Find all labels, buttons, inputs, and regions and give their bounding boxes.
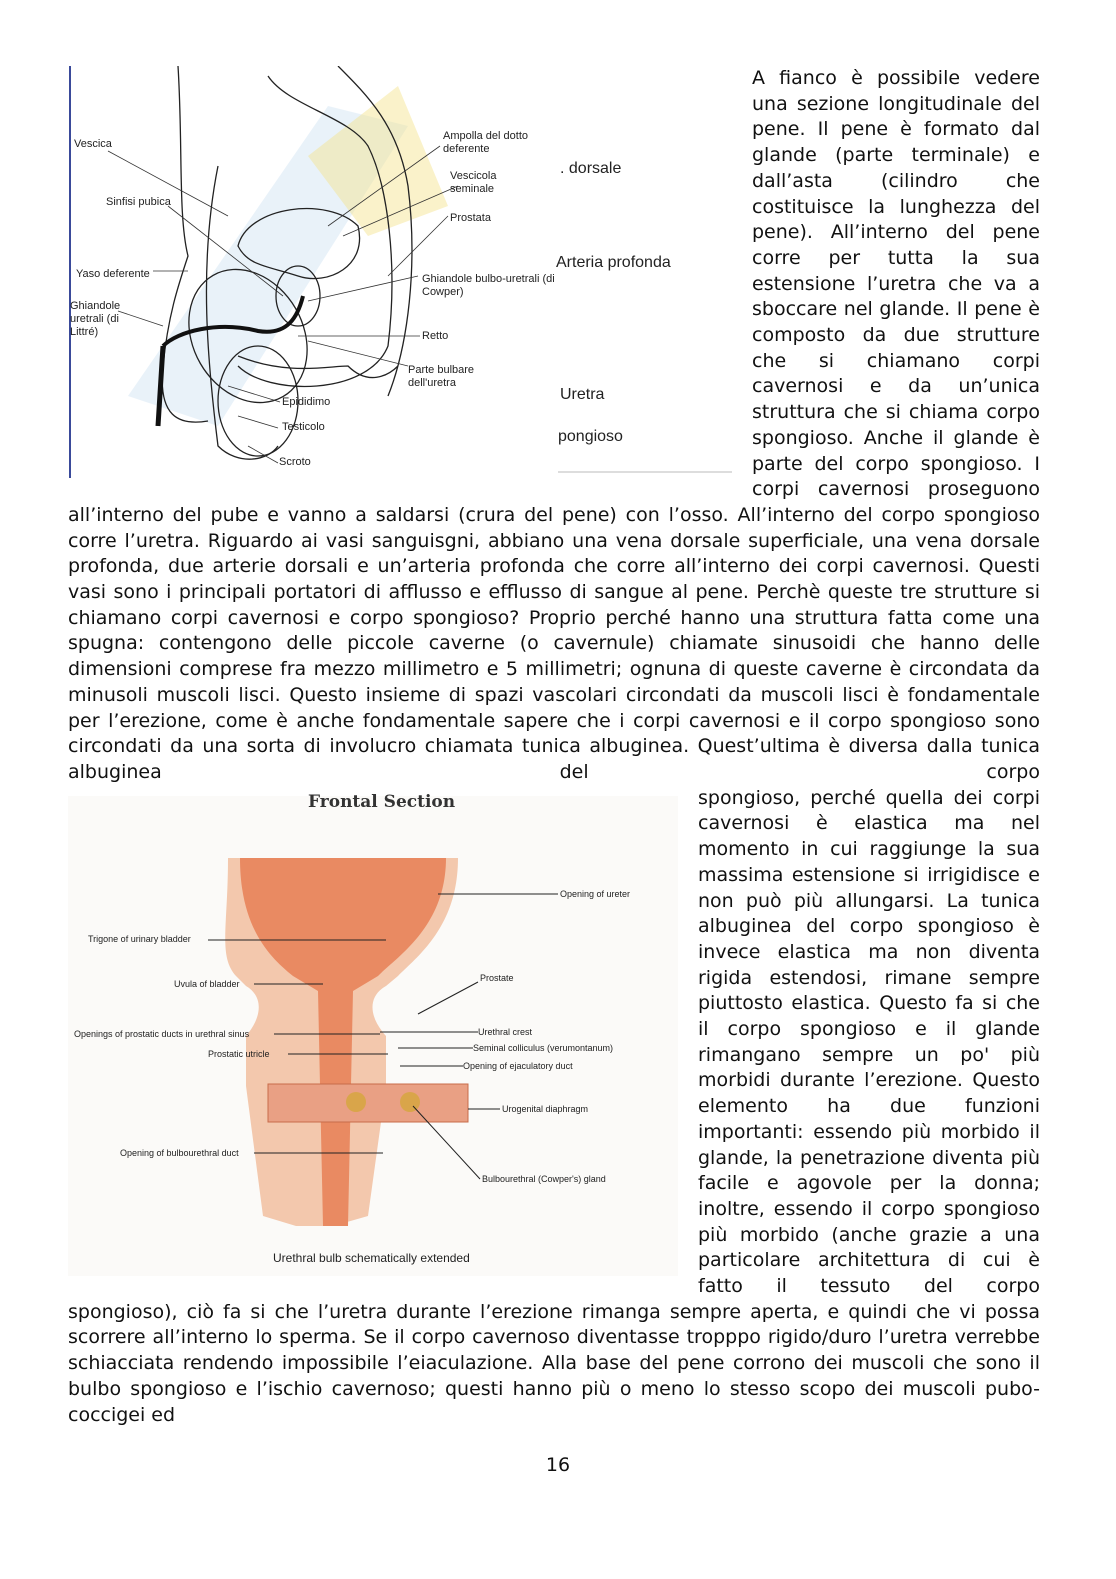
label-epididimo: Epididimo [282, 396, 331, 408]
figure-caption: Urethral bulb schematically extended [273, 1250, 470, 1265]
sagittal-section-figure [68, 66, 752, 479]
label-ampolla: Ampolla del dotto deferente [443, 130, 528, 155]
label-retto: Retto [422, 330, 449, 342]
label-openings-prostatic-ducts: Openings of prostatic ducts in urethral sinus [74, 1028, 250, 1039]
label-scroto: Scroto [279, 456, 311, 468]
label-opening-ureter: Opening of ureter [560, 888, 631, 899]
label-arteria-profonda: Arteria profonda [556, 254, 671, 271]
page-number: 16 [545, 1454, 571, 1476]
page-content [68, 66, 1040, 1428]
label-ghiandole-uretrali: Ghiandole uretrali (di Littré) [70, 300, 121, 338]
label-vaso-deferente: Yaso deferente [76, 268, 150, 280]
label-vescicola-seminale: Vescicola seminale [450, 170, 497, 195]
label-spongioso: pongioso [558, 428, 623, 445]
label-ejaculatory-duct: Opening of ejaculatory duct [463, 1060, 573, 1071]
label-testicolo: Testicolo [282, 421, 325, 433]
label-bulbourethral-duct: Opening of bulbourethral duct [120, 1147, 239, 1158]
paragraph-2: spongioso, perché quella dei corpi cavernosi è elastica ma nel momento in cui raggiunge la sua massima estensione si irrigidisce e non può più allungarsi. La tunica albuginea del corpo spongioso è invece elastica ma non diventa rigida estendosi, rimane sempre piuttosto elastica. Questo fa si che il corpo spongioso e il glande rimangano sempre un po' più morbidi durante l’erezione. Questo elemento ha due funzioni importanti: essendo più morbido il glande, la penetrazione diventa più facile e agovole per la donna; inoltre, essendo il corpo spongioso più morbido (anche grazie a una particolare architettura di cui è fatto il tessuto del corpo spongioso), ciò fa si che l’uretra durante l’erezione rimanga sempre aperta, e quindi che vi possa scorrere all’interno lo sperma. Se il corpo cavernoso diventasse tropppo rigido/duro l’uretra verrebbe schiacciata rendendo impossibile l’eiaculazione. Alla base del pene corrono dei muscoli che sono il bulbo spongioso e l’ischio cavernoso; questi hanno più o meno lo stesso scopo dei muscoli pubo-coccigei ed [68, 786, 1040, 1426]
label-uvula: Uvula of bladder [174, 978, 240, 989]
label-urethral-crest: Urethral crest [478, 1026, 533, 1037]
label-trigone: Trigone of urinary bladder [88, 933, 191, 944]
label-sinfisi-pubica: Sinfisi pubica [106, 196, 171, 208]
label-vescica: Vescica [74, 138, 112, 150]
label-prostate: Prostate [480, 972, 514, 983]
label-parte-bulbare: Parte bulbare dell'uretra [408, 364, 475, 389]
frontal-section-figure [68, 786, 698, 1300]
label-cowper-gland: Bulbourethral (Cowper's) gland [482, 1173, 606, 1184]
figure-title: Frontal Section [308, 791, 456, 812]
paragraph-1: A fianco è possibile vedere una sezione longitudinale del pene. Il pene è formato dal glande (parte terminale) e dall’asta (cilindro che costituisce la lunghezza del pene). All’interno del pene corre per tutta la sua estensione l’uretra che va a sboccare nel glande. Il pene è composto da due strutture che si chiamano corpi cavernosi e da un’unica struttura che si chiama corpo spongioso. Anche il glande è parte del corpo spongioso. I corpi cavernosi proseguono all’interno del pube e vanno a saldarsi (crura del pene) con l’osso. All’interno del corpo spongioso corre l’uretra. Riguardo ai vasi sanguisgni, abbiano una vena dorsale superficiale, una vena dorsale profonda, due arterie dorsali e un’arteria profonda che corre all’interno dei corpi cavernosi. Questi vasi sono i principali portatori di afflusso e efflusso di sangue al pene. Perchè queste tre strutture si chiamano corpi cavernosi e corpo spongioso? Proprio perché hanno una struttura fatta come una spugna: contengono delle piccole caverne (o cavernule) chiamate sinusoidi che hanno delle dimensioni comprese fra mezzo millimetro e 5 millimetri; ognuna di queste caverne è circondata da minusoli muscoli lisci. Questo insieme di spazi vascolari circondati da muscoli lisci è fondamentale per l’erezione, come è anche fondamentale sapere che i corpi cavernosi e il corpo spongioso sono circondati da una sorta di involucro chiamata tunica albuginea. Quest’ultima è diversa dalla tunica albuginea del corpo [68, 67, 1040, 783]
label-ghiandole-bulbo-uretrali: Ghiandole bulbo-uretrali (di Cowper) [422, 273, 555, 298]
label-dorsale: . dorsale [560, 160, 622, 177]
label-prostata: Prostata [450, 212, 491, 224]
sagittal-section-drawing [68, 66, 752, 479]
label-uretra: Uretra [560, 386, 605, 403]
label-urogenital-diaphragm: Urogenital diaphragm [502, 1103, 589, 1114]
label-prostatic-utricle: Prostatic utricle [208, 1048, 270, 1059]
label-seminal-colliculus: Seminal colliculus (verumontanum) [473, 1042, 614, 1053]
figure-spacer [68, 479, 576, 499]
